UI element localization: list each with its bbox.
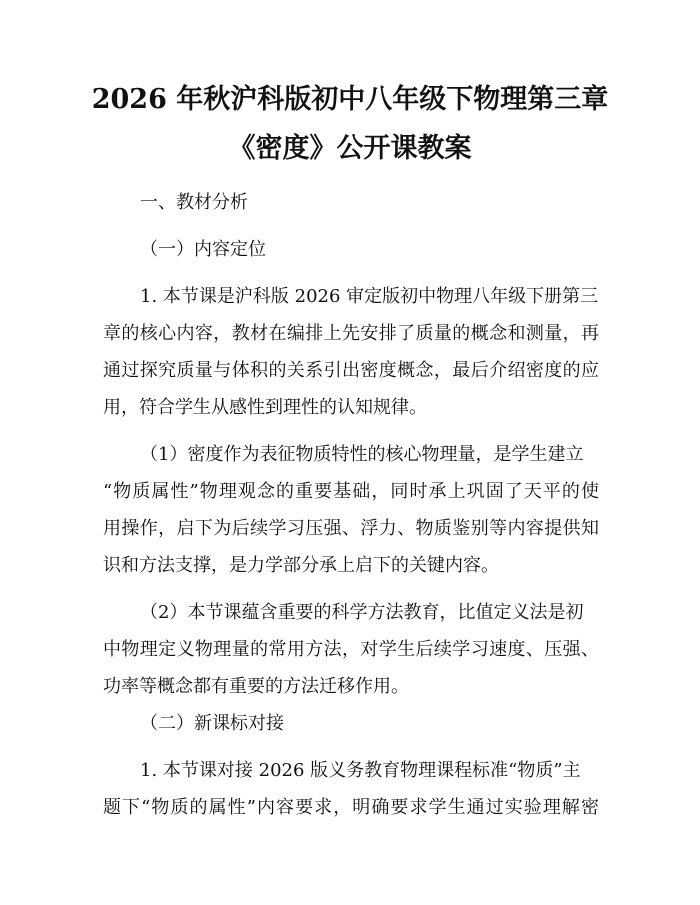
subsection-heading-content-positioning: （一）内容定位: [140, 239, 266, 260]
section-heading-textbook-analysis: 一、教材分析: [140, 192, 248, 213]
para3-line-3: 功率等概念都有重要的方法迁移作用。: [103, 676, 409, 697]
para2-line-2: “物质属性”物理观念的重要基础，同时承上巩固了天平的使: [103, 481, 599, 502]
document-title-line-2: 《密度》公开课教案: [228, 133, 472, 164]
para1-line-1: 1. 本节课是沪科版 2026 审定版初中物理八年级下册第三: [140, 286, 599, 307]
para1-line-4: 用，符合学生从感性到理性的认知规律。: [103, 397, 427, 418]
para3-line-1: （2）本节课蕴含重要的科学方法教育，比值定义法是初: [140, 602, 584, 623]
para4-line-2: 题下“物质的属性”内容要求，明确要求学生通过实验理解密: [103, 797, 599, 818]
document-title-line-1: 2026 年秋沪科版初中八年级下物理第三章: [91, 84, 609, 115]
para3-line-2: 中物理定义物理量的常用方法，对学生后续学习速度、压强、: [103, 639, 599, 660]
para1-line-2: 章的核心内容，教材在编排上先安排了质量的概念和测量，再: [103, 323, 599, 344]
para2-line-4: 识和方法支撑，是力学部分承上启下的关键内容。: [103, 555, 499, 576]
para1-line-3: 通过探究质量与体积的关系引出密度概念，最后介绍密度的应: [103, 360, 599, 381]
subsection-heading-curriculum-standards: （二）新课标对接: [140, 713, 284, 734]
para2-line-1: （1）密度作为表征物质特性的核心物理量，是学生建立: [140, 444, 584, 465]
para4-line-1: 1. 本节课对接 2026 版义务教育物理课程标准“物质”主: [140, 760, 581, 781]
para2-line-3: 用操作，启下为后续学习压强、浮力、物质鉴别等内容提供知: [103, 518, 599, 539]
